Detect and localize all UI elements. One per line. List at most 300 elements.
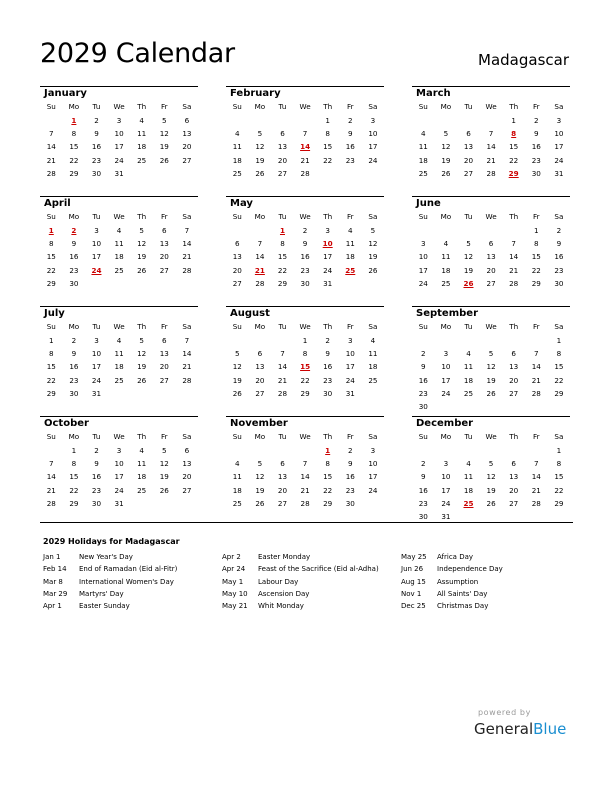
calendar-day: 14: [182, 349, 192, 359]
calendar-day: 30: [300, 278, 310, 288]
month-name: July: [44, 308, 65, 319]
calendar-day: 5: [488, 349, 494, 359]
calendar-day: 20: [255, 375, 265, 385]
holiday-date: Nov 1: [401, 589, 422, 598]
calendar-day: 5: [370, 226, 376, 235]
holiday-date: May 21: [222, 602, 248, 611]
calendar-day: 9: [556, 239, 562, 249]
calendar-day: 13: [277, 472, 288, 482]
calendar-day: 4: [466, 349, 471, 359]
calendar-day: 19: [137, 362, 147, 372]
powered-by-text: powered by: [478, 708, 531, 717]
calendar-day: 15: [554, 472, 564, 482]
month-rule: [412, 196, 570, 197]
month-rule: [412, 306, 570, 307]
calendar-day: 29: [46, 388, 56, 398]
calendar-day: 31: [441, 512, 451, 521]
weekday-label: Tu: [278, 322, 287, 331]
calendar-day: 2: [421, 349, 426, 359]
holiday-name: Christmas Day: [437, 602, 489, 611]
calendar-day: 24: [554, 155, 564, 165]
calendar-day: 20: [463, 155, 474, 165]
brand-logo: [474, 720, 566, 738]
calendar-day: 14: [531, 472, 541, 482]
calendar-day: 11: [345, 239, 355, 249]
calendar-day: 31: [345, 388, 355, 398]
calendar-day: 18: [441, 265, 451, 275]
holiday-date: May 25: [401, 553, 427, 561]
calendar-day: 10: [441, 472, 451, 482]
calendar-day: 19: [368, 252, 378, 262]
calendar-day: 11: [368, 349, 378, 359]
calendar-day: 17: [368, 472, 378, 482]
weekday-label: Su: [232, 212, 242, 221]
weekday-label: Tu: [464, 322, 473, 331]
holiday-name: Easter Monday: [258, 553, 311, 561]
holiday-date: Apr 1: [43, 602, 62, 611]
month-name: November: [230, 418, 288, 429]
calendar-day: 26: [159, 485, 169, 495]
calendar-day: 21: [531, 485, 541, 495]
calendar-day: 5: [162, 446, 167, 455]
calendar-day: 10: [114, 129, 124, 139]
calendar-day: 9: [325, 349, 330, 359]
weekday-label: Tu: [92, 432, 101, 441]
calendar-day: 25: [418, 168, 428, 178]
weekday-label: Tu: [464, 102, 473, 111]
weekday-label: Th: [509, 322, 519, 331]
calendar-day: 28: [531, 388, 541, 398]
calendar-day: 25: [232, 168, 242, 178]
holiday-date: May 1: [222, 577, 244, 586]
weekday-label: Fr: [347, 102, 354, 111]
calendar-day: 18: [232, 485, 242, 495]
calendar-day: 29: [323, 498, 333, 508]
calendar-day: 24: [418, 278, 428, 288]
calendar-day: 22: [531, 265, 541, 275]
calendar-day: 24: [91, 375, 102, 385]
weekday-label: Mo: [440, 432, 452, 441]
weekday-label: We: [299, 322, 311, 331]
calendar-day: 11: [441, 252, 451, 262]
calendar-day: 9: [348, 459, 353, 469]
weekday-label: Mo: [68, 102, 80, 111]
weekday-label: Su: [232, 322, 242, 331]
month-april: [40, 196, 198, 301]
calendar-day: 21: [300, 155, 310, 165]
calendar-day: 18: [232, 155, 242, 165]
calendar-day: 12: [463, 252, 474, 262]
calendar-day: 27: [509, 498, 519, 508]
calendar-day: 22: [46, 265, 56, 275]
calendar-day: 4: [443, 239, 449, 249]
holiday-date: Aug 15: [401, 577, 426, 586]
calendar-day: 8: [49, 349, 54, 359]
calendar-day: 11: [114, 349, 124, 359]
calendar-day: 27: [182, 485, 192, 495]
weekday-label: Fr: [161, 102, 168, 111]
calendar-day: 15: [554, 362, 564, 372]
weekday-label: Su: [46, 322, 56, 331]
holiday-day: 1: [279, 226, 285, 235]
calendar-day: 31: [114, 168, 124, 178]
calendar-day: 4: [370, 336, 376, 345]
calendar-day: 1: [511, 116, 516, 125]
calendar-day: 17: [114, 142, 124, 152]
weekday-label: We: [299, 102, 311, 111]
weekday-label: We: [485, 102, 497, 111]
calendar-day: 25: [137, 155, 147, 165]
calendar-day: 6: [257, 349, 263, 359]
calendar-day: 29: [69, 168, 79, 178]
weekday-label: Fr: [161, 212, 168, 221]
calendar-day: 3: [325, 226, 330, 235]
calendar-day: 26: [486, 388, 496, 398]
calendar-day: 18: [114, 252, 124, 262]
calendar-day: 24: [441, 498, 451, 508]
weekday-label: Sa: [368, 432, 378, 441]
month-rule: [40, 416, 198, 417]
calendar-day: 26: [368, 265, 378, 275]
calendar-day: 7: [184, 336, 190, 345]
weekday-label: Th: [323, 432, 333, 441]
holiday-day: 21: [254, 265, 265, 275]
calendar-day: 20: [277, 485, 288, 495]
weekday-label: We: [113, 212, 125, 221]
calendar-day: 27: [509, 388, 519, 398]
calendar-day: 8: [325, 129, 330, 139]
calendar-day: 13: [463, 142, 474, 152]
holiday-name: Independence Day: [437, 565, 503, 574]
calendar-day: 26: [137, 265, 147, 275]
calendar-day: 19: [486, 485, 496, 495]
calendar-day: 28: [300, 168, 310, 178]
calendar-day: 10: [554, 129, 564, 139]
calendar-day: 17: [554, 142, 564, 152]
calendar-day: 2: [94, 446, 99, 455]
calendar-day: 20: [486, 265, 496, 275]
calendar-day: 18: [463, 375, 474, 385]
calendar-day: 8: [71, 459, 77, 469]
calendar-day: 29: [69, 498, 79, 508]
calendar-day: 7: [184, 226, 190, 235]
weekday-label: Tu: [92, 212, 101, 221]
calendar-day: 11: [463, 472, 474, 482]
calendar-day: 22: [69, 485, 79, 495]
calendar-day: 12: [368, 239, 378, 249]
calendar-day: 13: [159, 349, 169, 359]
holiday-name: Africa Day: [437, 553, 474, 561]
calendar-day: 13: [509, 362, 519, 372]
calendar-day: 28: [509, 278, 519, 288]
month-february: [226, 86, 384, 191]
weekday-label: Sa: [554, 102, 564, 111]
calendar-day: 26: [232, 388, 242, 398]
weekday-label: Th: [137, 212, 147, 221]
calendar-day: 17: [368, 142, 378, 152]
weekday-label: Fr: [533, 322, 540, 331]
calendar-day: 9: [94, 459, 99, 469]
calendar-day: 12: [159, 459, 169, 469]
calendar-day: 10: [418, 252, 428, 262]
calendar-day: 5: [257, 459, 263, 469]
calendar-day: 5: [139, 226, 144, 235]
calendar-day: 30: [323, 388, 333, 398]
month-name: March: [416, 88, 451, 99]
weekday-label: Sa: [182, 322, 192, 331]
calendar-day: 15: [69, 142, 79, 152]
calendar-day: 18: [137, 142, 147, 152]
calendar-day: 13: [182, 129, 192, 139]
month-rule: [40, 196, 198, 197]
calendar-day: 16: [300, 252, 310, 262]
weekday-label: Mo: [440, 102, 452, 111]
calendar-day: 7: [488, 129, 494, 139]
weekday-label: Su: [418, 322, 428, 331]
calendar-day: 25: [368, 375, 378, 385]
month-rule: [226, 196, 384, 197]
calendar-day: 28: [182, 375, 192, 385]
weekday-label: Th: [323, 322, 333, 331]
weekday-label: Tu: [92, 102, 101, 111]
calendar-day: 3: [370, 116, 376, 125]
calendar-day: 22: [509, 155, 519, 165]
month-name: September: [416, 308, 478, 319]
calendar-day: 22: [46, 375, 56, 385]
calendar-day: 3: [443, 349, 449, 359]
holiday-name: New Year's Day: [79, 553, 133, 561]
holiday-day: 8: [511, 129, 517, 139]
calendar-day: 27: [159, 375, 169, 385]
calendar-day: 20: [509, 375, 519, 385]
calendar-day: 19: [486, 375, 496, 385]
calendar-day: 12: [486, 472, 496, 482]
weekday-label: Fr: [533, 432, 540, 441]
calendar-day: 6: [235, 239, 240, 249]
calendar-day: 1: [325, 116, 330, 125]
weekday-label: Mo: [68, 432, 80, 441]
calendar-day: 24: [345, 375, 355, 385]
calendar-day: 14: [255, 252, 265, 262]
weekday-label: Su: [418, 432, 428, 441]
calendar-day: 5: [257, 129, 263, 139]
calendar-day: 16: [418, 375, 428, 385]
calendar-day: 18: [114, 362, 124, 372]
calendar-day: 7: [534, 459, 539, 469]
calendar-day: 3: [94, 336, 99, 345]
calendar-day: 20: [159, 252, 169, 262]
month-january: [40, 86, 198, 191]
weekday-label: Su: [418, 102, 428, 111]
weekday-label: Sa: [554, 212, 564, 221]
calendar-day: 11: [232, 142, 242, 152]
weekday-label: Fr: [347, 322, 354, 331]
calendar-day: 28: [277, 388, 288, 398]
calendar-day: 27: [255, 388, 265, 398]
calendar-day: 21: [509, 265, 519, 275]
weekday-label: Su: [46, 432, 56, 441]
weekday-label: Su: [232, 432, 242, 441]
calendar-day: 4: [139, 446, 144, 455]
calendar-day: 21: [531, 375, 541, 385]
calendar-day: 25: [114, 375, 124, 385]
calendar-day: 6: [162, 226, 167, 235]
calendar-day: 8: [302, 349, 308, 359]
calendar-day: 25: [114, 265, 124, 275]
calendar-day: 21: [486, 155, 496, 165]
calendar-day: 8: [556, 459, 562, 469]
calendar-day: 30: [418, 402, 428, 411]
calendar-day: 5: [443, 129, 449, 139]
calendar-day: 10: [441, 362, 451, 372]
weekday-label: Sa: [554, 432, 564, 441]
holiday-date: Feb 14: [43, 565, 67, 574]
calendar-day: 7: [49, 129, 54, 139]
holiday-day: 1: [48, 226, 54, 235]
calendar-day: 22: [300, 375, 310, 385]
calendar-day: 21: [46, 155, 56, 165]
calendar-day: 30: [531, 168, 541, 178]
holiday-name: Martyrs' Day: [79, 589, 124, 598]
calendar-day: 18: [418, 155, 428, 165]
calendar-day: 19: [159, 142, 169, 152]
month-name: August: [230, 308, 270, 319]
calendar-day: 22: [554, 375, 564, 385]
calendar-day: 27: [463, 168, 474, 178]
calendar-day: 6: [184, 446, 190, 455]
calendar-day: 24: [441, 388, 451, 398]
calendar-day: 16: [554, 252, 564, 262]
calendar-day: 22: [323, 485, 333, 495]
month-september: [412, 306, 570, 411]
month-name: January: [44, 88, 87, 99]
calendar-day: 3: [348, 336, 353, 345]
calendar-day: 19: [441, 155, 451, 165]
month-name: April: [44, 198, 71, 209]
calendar-day: 9: [94, 129, 99, 139]
calendar-day: 12: [255, 472, 265, 482]
calendar-day: 12: [232, 362, 242, 372]
holiday-day: 15: [300, 362, 311, 372]
calendar-day: 2: [302, 226, 308, 235]
calendar-day: 2: [348, 446, 353, 455]
month-name: February: [230, 88, 281, 99]
calendar-day: 5: [235, 349, 240, 359]
calendar-day: 6: [511, 459, 516, 469]
holiday-date: Jan 1: [43, 553, 61, 561]
calendar-day: 13: [509, 472, 519, 482]
month-october: [40, 416, 198, 521]
holiday-date: Apr 2: [222, 553, 241, 561]
calendar-day: 30: [418, 512, 428, 521]
calendar-day: 18: [137, 472, 147, 482]
calendar-day: 15: [277, 252, 288, 262]
country-name: Madagascar: [478, 51, 569, 69]
calendar-day: 31: [114, 498, 124, 508]
calendar-day: 20: [182, 142, 192, 152]
calendar-day: 17: [91, 252, 102, 262]
calendar-day: 9: [302, 239, 308, 249]
calendar-day: 30: [69, 278, 79, 288]
calendar-day: 23: [69, 375, 79, 385]
holiday-date: Jun 26: [401, 565, 424, 574]
calendar-day: 9: [348, 129, 353, 139]
holiday-date: Dec 25: [401, 602, 426, 611]
calendar-day: 14: [46, 472, 56, 482]
calendar-day: 4: [235, 459, 240, 469]
calendar-day: 24: [114, 155, 124, 165]
calendar-day: 23: [418, 388, 428, 398]
weekday-label: Mo: [254, 102, 266, 111]
calendar-day: 29: [531, 278, 541, 288]
weekday-label: We: [113, 322, 125, 331]
calendar-day: 2: [421, 459, 426, 469]
calendar-day: 1: [534, 226, 539, 235]
weekday-label: We: [485, 322, 497, 331]
calendar-day: 20: [509, 485, 519, 495]
holiday-name: Whit Monday: [258, 602, 304, 611]
weekday-label: Th: [323, 212, 333, 221]
calendar-day: 1: [302, 336, 308, 345]
calendar-day: 8: [280, 239, 285, 249]
calendar-day: 16: [418, 485, 428, 495]
calendar-day: 28: [46, 168, 56, 178]
calendar-day: 19: [255, 155, 265, 165]
calendar-day: 8: [49, 239, 54, 249]
weekday-label: We: [485, 432, 497, 441]
holiday-day: 25: [345, 265, 356, 275]
weekday-label: Th: [509, 432, 519, 441]
calendar-day: 10: [368, 459, 378, 469]
calendar-day: 7: [302, 129, 308, 139]
calendar-day: 17: [418, 265, 428, 275]
calendar-day: 30: [345, 498, 355, 508]
calendar-day: 12: [255, 142, 265, 152]
weekday-label: Tu: [278, 102, 287, 111]
weekday-label: Mo: [254, 322, 266, 331]
calendar-day: 23: [323, 375, 333, 385]
weekday-label: Fr: [347, 432, 354, 441]
calendar-day: 3: [94, 226, 99, 235]
calendar-day: 22: [323, 155, 333, 165]
month-july: [40, 306, 198, 411]
calendar-day: 9: [421, 472, 426, 482]
month-rule: [40, 306, 198, 307]
weekday-label: We: [485, 212, 497, 221]
weekday-label: Su: [232, 102, 242, 111]
calendar-day: 28: [531, 498, 541, 508]
calendar-day: 13: [182, 459, 192, 469]
calendar-day: 10: [345, 349, 355, 359]
divider: [40, 522, 573, 523]
weekday-label: Sa: [368, 322, 378, 331]
calendar-day: 15: [323, 472, 333, 482]
calendar-day: 4: [466, 459, 471, 469]
month-rule: [226, 306, 384, 307]
weekday-label: Sa: [182, 102, 192, 111]
weekday-label: Mo: [440, 212, 452, 221]
calendar-day: 14: [509, 252, 519, 262]
holiday-day: 10: [322, 239, 333, 249]
calendar-day: 11: [232, 472, 242, 482]
month-rule: [226, 416, 384, 417]
weekday-label: Sa: [182, 212, 192, 221]
weekday-label: Th: [323, 102, 333, 111]
holiday-date: May 10: [222, 589, 248, 598]
calendar-day: 30: [69, 388, 79, 398]
calendar-day: 9: [421, 362, 426, 372]
calendar-day: 11: [137, 129, 147, 139]
